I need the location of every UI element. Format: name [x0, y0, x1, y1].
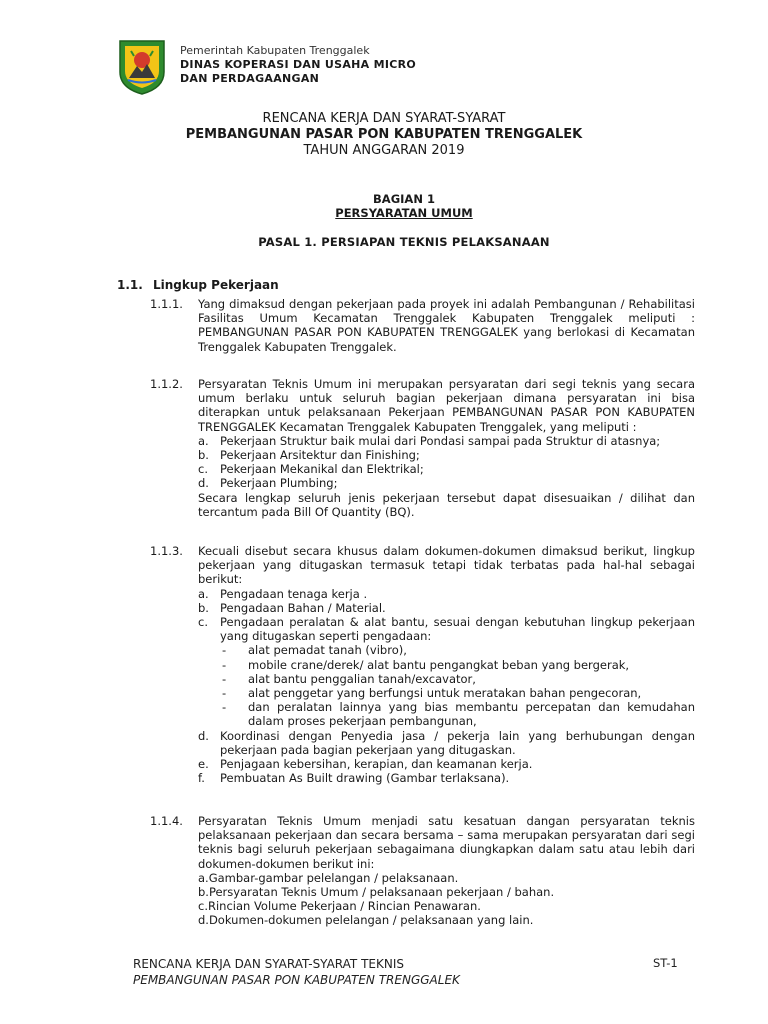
doc-title-line-1: RENCANA KERJA DAN SYARAT-SYARAT	[262, 111, 506, 126]
list-item: f. Pembuatan As Built drawing (Gambar terlaksana).	[198, 771, 510, 786]
clause-text: Yang dimaksud dengan pekerjaan pada proyek ini adalah Pembangunan / Rehabilitasi Fasilitas Umum Kecamatan Trenggalek Kabupaten Trenggalek meliputi : PEMBANGUNAN PASAR PON KABUPATEN TRENGGALEK yang berlokasi di Kecamatan Trenggalek Kabupaten Trenggalek.	[198, 297, 695, 354]
list-item: c. Pekerjaan Mekanikal dan Elektrikal;	[198, 462, 424, 477]
org-line-1: Pemerintah Kabupaten Trenggalek	[180, 44, 370, 57]
list-item: d. Koordinasi dengan Penyedia jasa / pekerja lain yang berhubungan dengan pekerjaan pada bagian pekerjaan yang ditugaskan.	[198, 728, 695, 757]
clause-intro: Persyaratan Teknis Umum ini merupakan persyaratan dari segi teknis yang secara umum berlaku untuk seluruh bagian pekerjaan dimana persyaratan ini bisa diterapkan untuk pelaksanaan Pekerjaan PEMBANGUNAN PASAR PON KABUPATEN TRENGGALEK Kecamatan Trenggalek Kabupaten Trenggalek, yang meliputi :	[198, 377, 695, 434]
doc-title-line-3: TAHUN ANGGARAN 2019	[303, 143, 465, 158]
clause-1-1-3	[150, 544, 695, 785]
list-item: b. Pengadaan Bahan / Material.	[198, 600, 386, 615]
list-item: c. Pengadaan peralatan & alat bantu, sesuai dengan kebutuhan lingkup pekerjaan yang ditugaskan seperti pengadaan: - alat pemadat tanah (vibro), - mobile crane/derek/ alat bantu pengangkat beban yang bergerak, - alat bantu penggalian tanah/excavator, - alat penggetar yang berfungsi untuk meratakan bahan pengecoran, - dan peralatan lainnya yang bias membantu percepatan dan kemudahan dalam proses pekerjaan pembangunan,	[198, 615, 695, 729]
org-line-2: DINAS KOPERASI DAN USAHA MICRO	[180, 58, 417, 71]
list-item: a. Pengadaan tenaga kerja .	[198, 586, 368, 601]
section-heading	[117, 278, 279, 292]
work-scope-list	[198, 434, 695, 491]
page-number: ST-1	[653, 956, 678, 970]
list-item: a. Pekerjaan Struktur baik mulai dari Pondasi sampai pada Struktur di atasnya;	[198, 433, 661, 448]
clause-number: 1.1.1.	[150, 297, 183, 311]
list-item: d.Dokumen-dokumen pelelangan / pelaksanaan yang lain.	[198, 913, 534, 928]
equipment-list	[220, 643, 695, 728]
list-item: d. Pekerjaan Plumbing;	[198, 476, 338, 491]
list-item: - alat pemadat tanah (vibro),	[222, 643, 407, 658]
list-item: - alat bantu penggalian tanah/excavator,	[222, 671, 476, 686]
bagian-heading: BAGIAN 1	[373, 192, 435, 206]
list-item: e. Penjagaan kebersihan, kerapian, dan keamanan kerja.	[198, 757, 533, 772]
persyaratan-heading: PERSYARATAN UMUM	[335, 206, 473, 220]
document-list	[198, 871, 695, 928]
org-line-3: DAN PERDAGAANGAN	[180, 72, 320, 85]
organization-block	[180, 44, 416, 86]
footer-line-2: PEMBANGUNAN PASAR PON KABUPATEN TRENGGALEK	[133, 973, 460, 987]
list-item: - alat penggetar yang berfungsi untuk meratakan bahan pengecoran,	[222, 686, 642, 701]
clause-1-1-2	[150, 377, 695, 519]
trenggalek-emblem-icon	[117, 38, 167, 96]
clause-number: 1.1.2.	[150, 377, 183, 391]
pasal-heading: PASAL 1. PERSIAPAN TEKNIS PELAKSANAAN	[258, 235, 550, 249]
list-item: - dan peralatan lainnya yang bias membantu percepatan dan kemudahan dalam proses pekerjaan pembangunan,	[222, 700, 695, 729]
clause-1-1-1	[150, 297, 695, 354]
footer	[133, 956, 460, 988]
list-item: b.Persyaratan Teknis Umum / pelaksanaan pekerjaan / bahan.	[198, 885, 555, 900]
list-item: - mobile crane/derek/ alat bantu pengangkat beban yang bergerak,	[222, 657, 630, 672]
list-item: a.Gambar-gambar pelelangan / pelaksanaan.	[198, 870, 459, 885]
clause-closing: Secara lengkap seluruh jenis pekerjaan tersebut dapat disesuaikan / dilihat dan tercantum pada Bill Of Quantity (BQ).	[198, 490, 695, 519]
section-number: 1.1.	[117, 278, 143, 292]
section-title: Lingkup Pekerjaan	[153, 278, 279, 292]
clause-number: 1.1.4.	[150, 814, 183, 828]
clause-intro: Persyaratan Teknis Umum menjadi satu kesatuan dangan persyaratan teknis pelaksanaan pekerjaan dan secara bersama – sama merupakan persyaratan dari segi teknis bagi seluruh pekerjaan sebagaimana diungkapkan dalam satu atau lebih dari dokumen-dokumen berikut ini:	[198, 814, 695, 871]
clause-number: 1.1.3.	[150, 544, 183, 558]
scope-list	[198, 587, 695, 786]
list-item: b. Pekerjaan Arsitektur dan Finishing;	[198, 448, 420, 463]
list-item: c.Rincian Volume Pekerjaan / Rincian Penawaran.	[198, 899, 481, 914]
footer-line-1: RENCANA KERJA DAN SYARAT-SYARAT TEKNIS	[133, 957, 404, 971]
clause-intro: Kecuali disebut secara khusus dalam dokumen-dokumen dimaksud berikut, lingkup pekerjaan yang ditugaskan termasuk tetapi tidak terbatas pada hal-hal sebagai berikut:	[198, 544, 695, 587]
doc-title-line-2: PEMBANGUNAN PASAR PON KABUPATEN TRENGGALEK	[185, 127, 583, 142]
clause-1-1-4	[150, 814, 695, 928]
